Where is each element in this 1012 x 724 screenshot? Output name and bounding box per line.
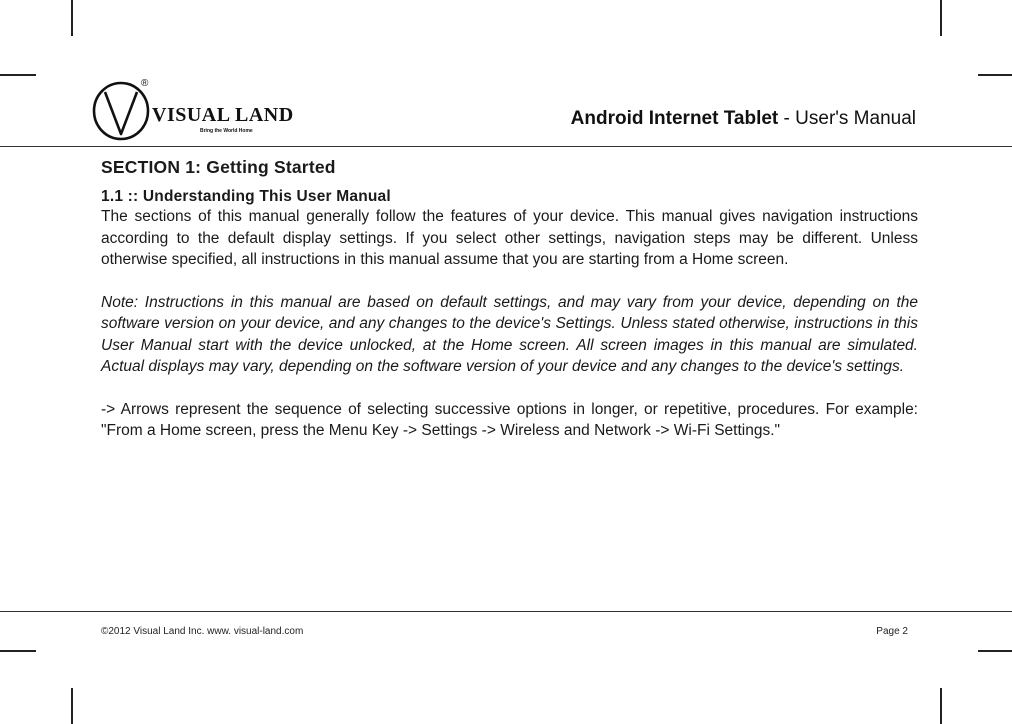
intro-paragraph: The sections of this manual generally follow the features of your device. This manual gives navigation instructions according to the default display settings. If you select other settings, navigation steps may be different. Unless otherwise specified, all instructions in this manual assume that you are starting from a Home screen. [101, 208, 918, 268]
header-product: Android Internet Tablet [570, 108, 779, 129]
crop-mark-right-lower [978, 650, 1012, 652]
footer-page-number: Page 2 [876, 626, 908, 637]
header-separator: - [778, 108, 796, 129]
registered-mark: ® [141, 78, 149, 89]
logo-brand-text: VISUAL LAND [152, 104, 294, 126]
crop-mark-top-right [940, 0, 942, 36]
arrows-paragraph: -> Arrows represent the sequence of selecting successive options in longer, or repetitive, procedures. For example: "From a Home screen, press the Menu Key -> Settings -> Wireless and Network -> Wi-Fi Settings." [101, 400, 918, 439]
section-title: SECTION 1: Getting Started [101, 157, 336, 177]
header-doc-type: User's Manual [795, 108, 916, 129]
note-paragraph: Note: Instructions in this manual are based on default settings, and may vary from your device, depending on the software version on your device, and any changes to the device's Settings. Unless stated otherwise, instructions in this User Manual start with the device unlocked, at the Home screen. All screen images in this manual are simulated. Actual displays may vary, depending on the software version of your device and any changes to the device's settings. [101, 293, 918, 375]
footer-rule [0, 611, 1012, 612]
crop-mark-left-lower [0, 650, 36, 652]
header-title [571, 108, 916, 130]
footer-copyright: ©2012 Visual Land Inc. www. visual-land.com [101, 626, 304, 637]
crop-mark-right-upper [978, 74, 1012, 76]
header-rule [0, 146, 1012, 147]
logo-tagline: Bring the World Home [200, 128, 253, 134]
crop-mark-top-left [71, 0, 73, 36]
subsection-title: 1.1 :: Understanding This User Manual [101, 188, 391, 205]
crop-mark-bottom-right [940, 688, 942, 724]
main-content [101, 157, 918, 442]
crop-mark-left-upper [0, 74, 36, 76]
crop-mark-bottom-left [71, 688, 73, 724]
